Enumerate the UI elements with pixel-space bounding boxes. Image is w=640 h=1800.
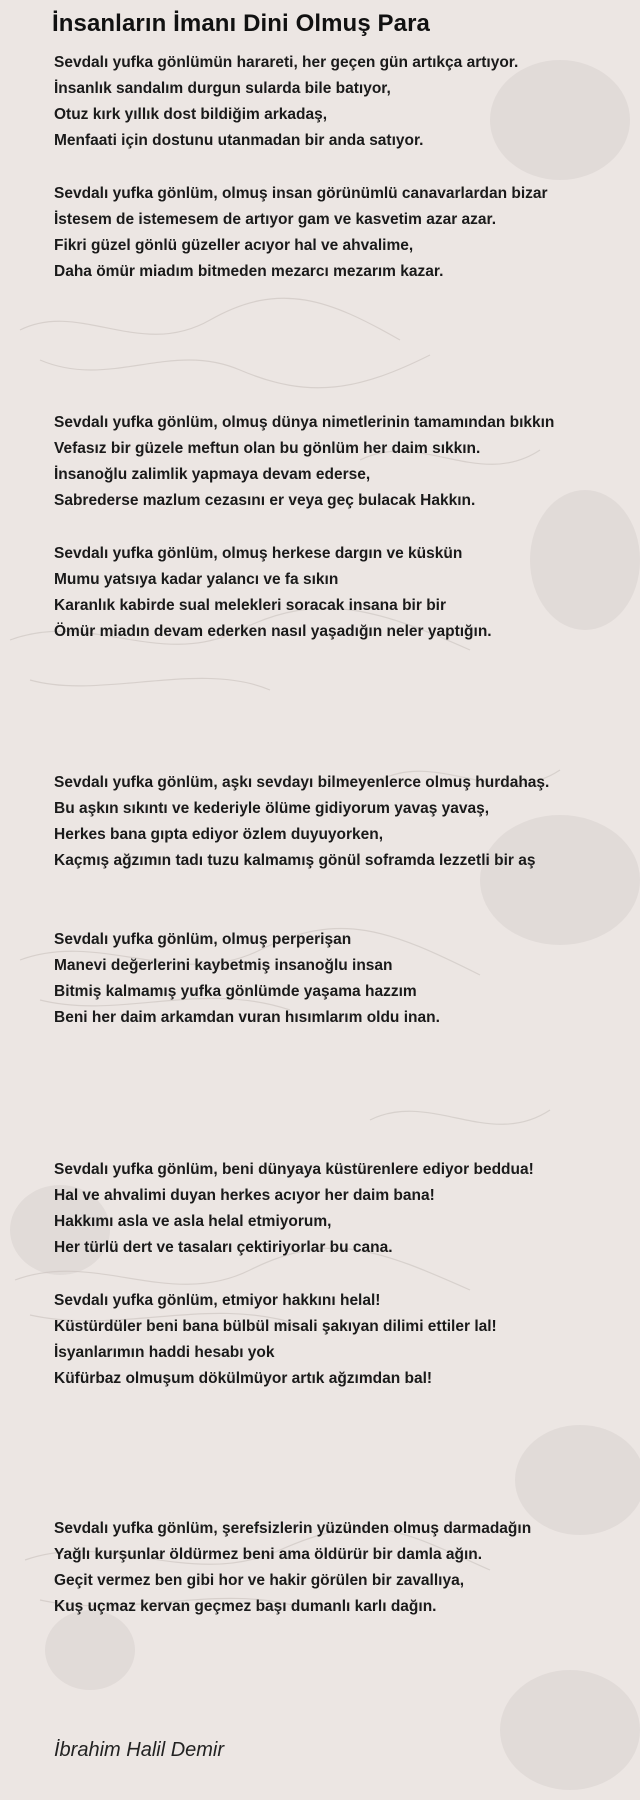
poem-line: Küstürdüler beni bana bülbül misali şakıyan dilimi ettiler lal!: [54, 1318, 497, 1335]
poem-line: Otuz kırk yıllık dost bildiğim arkadaş,: [54, 106, 328, 123]
poem-line: Sevdalı yufka gönlüm, beni dünyaya küstürenlere ediyor beddua!: [54, 1161, 534, 1178]
poem-line: Sevdalı yufka gönlüm, olmuş dünya nimetlerinin tamamından bıkkın: [54, 414, 555, 431]
poem-line: Sevdalı yufka gönlüm, olmuş insan görünümlü canavarlardan bizar: [54, 185, 548, 202]
poem-line: Geçit vermez ben gibi hor ve hakir görülen bir zavallıya,: [54, 1572, 465, 1589]
poem-line: Sevdalı yufka gönlüm, etmiyor hakkını helal!: [54, 1292, 381, 1309]
stanza-9: [54, 1516, 634, 1620]
stanza-7: [54, 1157, 634, 1261]
poem-line: Hakkımı asla ve asla helal etmiyorum,: [54, 1213, 332, 1230]
poem-line: İsyanlarımın haddi hesabı yok: [54, 1344, 275, 1361]
stanza-3: [54, 410, 634, 514]
poem-line: Ömür miadın devam ederken nasıl yaşadığın neler yaptığın.: [54, 623, 492, 640]
stanza-8: [54, 1288, 634, 1392]
poem-line: Vefasız bir güzele meftun olan bu gönlüm her daim sıkkın.: [54, 440, 481, 457]
poem-line: Beni her daim arkamdan vuran hısımlarım oldu inan.: [54, 1009, 440, 1026]
poem-line: Yağlı kurşunlar öldürmez beni ama öldürür bir damla ağın.: [54, 1546, 483, 1563]
stanza-6: [54, 927, 634, 1031]
poem-line: Fikri güzel gönlü güzeller acıyor hal ve ahvalime,: [54, 237, 414, 254]
poem-line: Sevdalı yufka gönlüm, şerefsizlerin yüzünden olmuş darmadağın: [54, 1520, 532, 1537]
poem-line: Bu aşkın sıkıntı ve kederiyle ölüme gidiyorum yavaş yavaş,: [54, 800, 490, 817]
poem-line: İnsanlık sandalım durgun sularda bile batıyor,: [54, 80, 391, 97]
poem-title: İnsanların İmanı Dini Olmuş Para: [52, 10, 430, 37]
poem-line: İstesem de istemesem de artıyor gam ve kasvetim azar azar.: [54, 211, 496, 228]
poem-line: Karanlık kabirde sual melekleri soracak insana bir bir: [54, 597, 446, 614]
poem-line: Herkes bana gıpta ediyor özlem duyuyorken,: [54, 826, 384, 843]
poem-line: Küfürbaz olmuşum dökülmüyor artık ağzımdan bal!: [54, 1370, 433, 1387]
stanza-4: [54, 541, 634, 645]
poem-author: İbrahim Halil Demir: [54, 1739, 225, 1761]
poem-line: Sabrederse mazlum cezasını er veya geç bulacak Hakkın.: [54, 492, 476, 509]
poem-line: Kaçmış ağzımın tadı tuzu kalmamış gönül soframda lezzetli bir aş: [54, 852, 536, 869]
poem-line: Sevdalı yufka gönlüm, olmuş perperişan: [54, 931, 352, 948]
poem-line: Manevi değerlerini kaybetmiş insanoğlu insan: [54, 957, 393, 974]
poem-line: Kuş uçmaz kervan geçmez başı dumanlı karlı dağın.: [54, 1598, 437, 1615]
poem-line: Sevdalı yufka gönlüm, olmuş herkese dargın ve küskün: [54, 545, 463, 562]
poem-line: Menfaati için dostunu utanmadan bir anda satıyor.: [54, 132, 424, 149]
poem-line: Hal ve ahvalimi duyan herkes acıyor her daim bana!: [54, 1187, 435, 1204]
poem-line: Mumu yatsıya kadar yalancı ve fa sıkın: [54, 571, 339, 588]
stanza-1: [54, 50, 634, 154]
poem-line: Sevdalı yufka gönlüm, aşkı sevdayı bilmeyenlerce olmuş hurdahaş.: [54, 774, 550, 791]
poem-line: Sevdalı yufka gönlümün harareti, her geçen gün artıkça artıyor.: [54, 54, 519, 71]
poem-line: İnsanoğlu zalimlik yapmaya devam ederse,: [54, 466, 371, 483]
poem-line: Daha ömür miadım bitmeden mezarcı mezarım kazar.: [54, 263, 444, 280]
stanza-5: [54, 770, 634, 874]
poem-line: Bitmiş kalmamış yufka gönlümde yaşama hazzım: [54, 983, 417, 1000]
stanza-2: [54, 181, 634, 285]
poem-line: Her türlü dert ve tasaları çektiriyorlar bu cana.: [54, 1239, 393, 1256]
